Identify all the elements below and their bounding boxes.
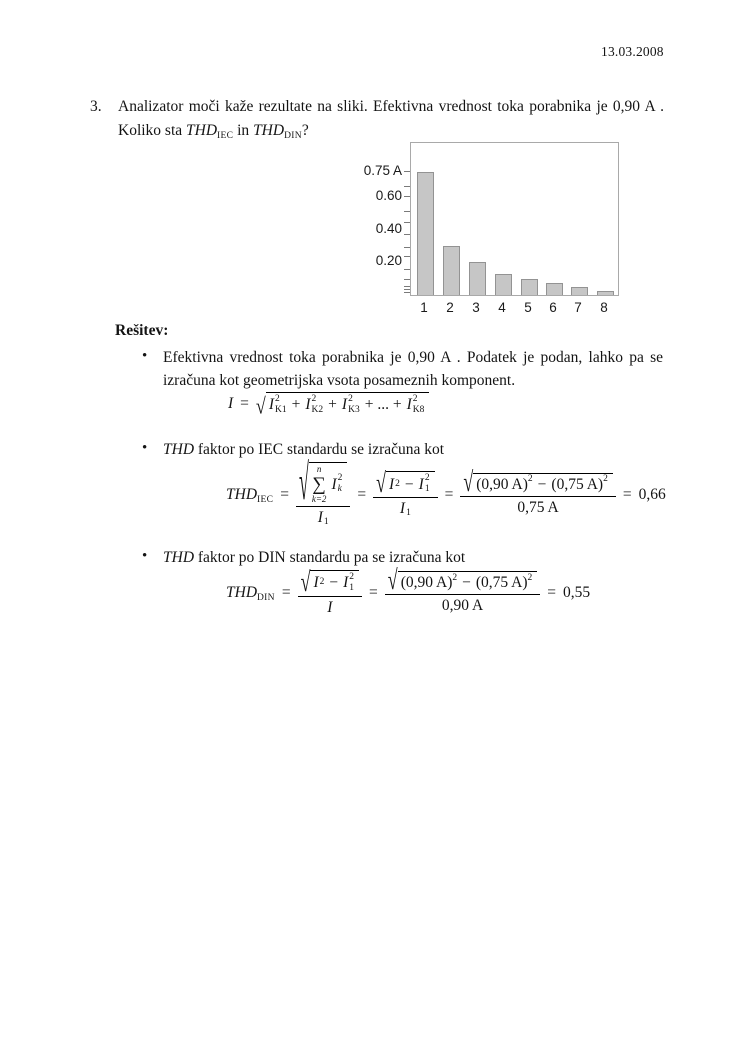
equals-sign: = (281, 584, 291, 602)
fraction-numeric (460, 465, 615, 517)
term-base: I (313, 574, 319, 592)
y-axis-tick (404, 234, 410, 235)
minus-sign: − (462, 574, 471, 592)
sum-upper-limit: n (316, 464, 322, 474)
equals-sign: = (357, 485, 367, 503)
problem-number: 3. (90, 98, 102, 115)
y-axis-label: 0.60 (375, 188, 402, 203)
radicand (309, 462, 348, 504)
term-i-squared (313, 574, 324, 592)
term-090 (476, 473, 533, 494)
fraction-numeric (385, 564, 540, 615)
ellipsis: + ... + (364, 396, 402, 414)
harmonic-bar-6 (546, 283, 563, 295)
equals-sign: = (369, 584, 378, 602)
harmonic-bar-2 (443, 246, 460, 295)
radical-sign: √ (298, 454, 309, 511)
y-axis-tick (404, 289, 410, 290)
y-axis-tick (404, 269, 410, 270)
numerator (298, 566, 362, 598)
plus-sign: + (328, 396, 337, 414)
thd-symbol: THD (163, 549, 195, 566)
den-base: I (317, 509, 323, 526)
date-text: 13.03.2008 (601, 44, 664, 59)
radicand (310, 570, 359, 594)
denominator: 0,75 A (460, 496, 615, 517)
y-axis-tick (404, 247, 410, 248)
den-base: I (327, 598, 333, 616)
thd-symbol: THD (163, 441, 195, 458)
term-base: I (418, 475, 424, 493)
thd-symbol: THD (226, 485, 258, 503)
radical-sign: √ (376, 467, 386, 499)
problem-question-suffix: ? (301, 122, 309, 140)
formula-thd-din (226, 564, 591, 617)
term-base: I (305, 396, 311, 414)
minus-sign: − (404, 475, 414, 493)
solution-heading: Rešitev: (115, 322, 169, 339)
bullet-1-text (163, 346, 663, 393)
radicand (398, 571, 538, 592)
rms-lhs: I (228, 394, 234, 412)
fraction-symbolic (373, 467, 437, 518)
exponent: 2 (527, 572, 533, 583)
value: (0,75 A) (475, 574, 528, 592)
thd-din-lhs (226, 584, 275, 602)
solution-bullet-2 (140, 438, 666, 461)
den-sub: 1 (406, 507, 411, 518)
square-root (463, 465, 612, 497)
bullet-1-line1: Efektivna vrednost toka porabnika je 0,90 A . Podatek je podan, lahko pa se (163, 349, 663, 366)
harmonic-bar-4 (495, 274, 512, 295)
term-base: I (341, 396, 348, 414)
y-axis-tick (404, 292, 410, 293)
solution-bullet-3 (140, 546, 666, 569)
bullet-icon: • (142, 548, 148, 564)
result-value: 0,55 (563, 584, 591, 602)
harmonic-bar-8 (597, 291, 614, 295)
radicand (266, 392, 430, 416)
rms-term-1 (269, 395, 287, 416)
x-axis-label: 4 (498, 300, 506, 315)
square-root (300, 566, 359, 598)
harmonic-bar-5 (521, 279, 538, 295)
equals-sign: = (444, 485, 454, 503)
numerator (460, 465, 615, 497)
term-sub: K2 (311, 404, 324, 415)
problem-statement (90, 95, 666, 143)
minus-sign: − (329, 574, 339, 592)
term-090 (401, 574, 457, 592)
sum-lower-limit: k=2 (311, 494, 327, 504)
y-axis-tick (404, 211, 410, 212)
square-root (298, 454, 347, 511)
bullet-2-rest: faktor po IEC standardu se izračuna kot (194, 441, 445, 458)
x-axis-label: 1 (420, 300, 428, 315)
radical-sign: √ (463, 465, 474, 497)
term-sub: k (337, 484, 342, 494)
term-sub: 1 (424, 484, 430, 494)
fraction-symbolic (298, 566, 362, 617)
harmonic-bar-1 (417, 172, 434, 295)
term-i1-squared (343, 573, 354, 594)
rms-term-4 (407, 395, 425, 416)
term-base: I (268, 396, 274, 414)
sigma-icon: ∑ (312, 474, 326, 495)
numerator (373, 467, 437, 499)
problem-line2 (118, 119, 664, 143)
rms-term-2 (305, 395, 323, 416)
x-axis-label: 2 (446, 300, 454, 315)
radicand (386, 471, 435, 495)
denominator (373, 497, 437, 518)
numerator (385, 564, 540, 596)
bullet-icon: • (142, 440, 148, 456)
equals-sign: = (240, 394, 249, 412)
term-sup: 2 (349, 572, 355, 582)
radicand (473, 473, 613, 494)
term-base: I (389, 475, 395, 493)
y-axis-tick (404, 222, 410, 223)
term-sup: 2 (395, 478, 400, 489)
exponent: 2 (603, 473, 608, 484)
term-i-squared (389, 476, 400, 494)
thd-iec-subscript: IEC (257, 494, 274, 505)
minus-sign: − (537, 475, 547, 493)
term-sup: 2 (337, 473, 343, 484)
problem-text (118, 95, 664, 143)
bullet-3-text (163, 546, 663, 569)
x-axis-label: 8 (600, 300, 608, 315)
y-axis-label: 0.75 A (363, 163, 402, 178)
y-axis-tick (404, 196, 410, 197)
y-axis-tick (404, 186, 410, 187)
y-axis-tick (404, 171, 410, 172)
term-075 (551, 473, 608, 494)
bullet-1-line2: izračuna kot geometrijska vsota posameznih komponent. (163, 372, 516, 390)
exponent: 2 (527, 473, 533, 484)
summation (312, 465, 327, 504)
bullet-2-text (163, 438, 663, 461)
formula-thd-iec (226, 454, 666, 527)
exponent: 2 (452, 572, 458, 583)
x-axis-label: 3 (472, 300, 480, 315)
term-sub: K1 (274, 404, 287, 415)
harmonic-spectrum-bar-chart (352, 142, 637, 322)
harmonic-bar-3 (469, 262, 486, 295)
thd-din-subscript: DIN (257, 593, 275, 604)
thd-iec-lhs (226, 486, 273, 504)
term-sub: K3 (348, 404, 360, 415)
term-i1-squared (419, 474, 430, 495)
equals-sign: = (547, 584, 557, 602)
value: (0,90 A) (400, 574, 453, 592)
thd-iec-subscript: IEC (217, 131, 234, 142)
equals-sign: = (280, 485, 289, 503)
square-root (376, 467, 434, 499)
term-sub: 1 (349, 582, 355, 593)
term-base: I (343, 574, 349, 592)
y-axis-tick (404, 286, 410, 287)
x-axis-label: 6 (549, 300, 557, 315)
y-axis-tick (404, 256, 410, 257)
x-axis-label: 7 (574, 300, 582, 315)
square-root (255, 392, 429, 419)
plus-sign: + (291, 396, 301, 414)
thd-symbol: THD (226, 584, 258, 602)
problem-line1: Analizator moči kaže rezultate na sliki. Efektivna vrednost toka porabnika je 0,90 A . (118, 98, 664, 115)
thd-din-subscript: DIN (284, 131, 302, 142)
chart-plot-area (410, 142, 619, 296)
term-sup: 2 (319, 577, 325, 588)
radical-sign: √ (255, 393, 266, 419)
x-axis-label: 5 (524, 300, 532, 315)
term-sup: 2 (311, 394, 317, 404)
thd-symbol: THD (186, 122, 218, 140)
bullet-icon: • (142, 348, 148, 364)
solution-bullet-1 (140, 346, 666, 393)
term-base: I (331, 475, 337, 493)
formula-rms (228, 392, 429, 419)
term-sup: 2 (412, 394, 418, 404)
term-075 (476, 574, 532, 592)
y-axis-tick (404, 279, 410, 280)
value: (0,75 A) (551, 475, 604, 493)
term-sub: K8 (412, 404, 425, 415)
sum-body (331, 474, 342, 495)
y-axis-label: 0.40 (375, 221, 402, 236)
term-sup: 2 (348, 394, 353, 404)
result-value: 0,66 (638, 485, 666, 503)
rms-term-3 (342, 395, 360, 416)
term-base: I (406, 396, 412, 414)
problem-question-prefix: Koliko sta (118, 122, 187, 140)
denominator (298, 596, 362, 617)
radical-sign: √ (300, 566, 311, 598)
term-sup: 2 (274, 394, 280, 404)
fraction-sum (296, 454, 350, 527)
numerator (296, 454, 350, 511)
problem-question-mid: in (233, 122, 254, 140)
bullet-3-rest: faktor po DIN standardu pa se izračuna kot (194, 549, 466, 566)
den-base: I (399, 499, 406, 517)
equals-sign: = (622, 485, 632, 503)
value: (0,90 A) (476, 475, 528, 493)
term-sup: 2 (424, 473, 430, 484)
square-root (387, 564, 537, 596)
denominator: 0,90 A (385, 594, 540, 615)
harmonic-bar-7 (571, 287, 588, 295)
den-sub: 1 (323, 517, 329, 527)
thd-symbol: THD (253, 122, 285, 140)
y-axis-label: 0.20 (375, 253, 402, 268)
radical-sign: √ (387, 564, 398, 596)
